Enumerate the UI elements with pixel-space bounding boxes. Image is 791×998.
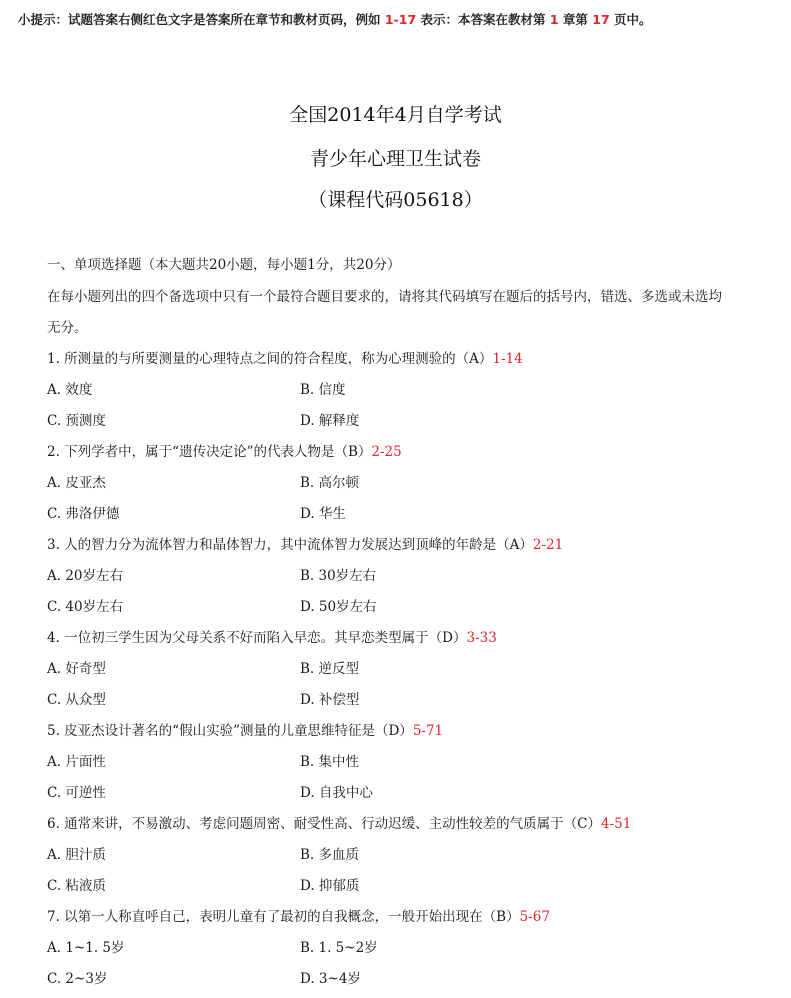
option-c: C. 2~3岁 [47, 971, 108, 987]
tip-mid2: 章第 [558, 12, 593, 27]
question-text: 5. 皮亚杰设计著名的“假山实验”测量的儿童思维特征是（D） [47, 723, 413, 739]
option-d: D. 50岁左右 [300, 599, 377, 615]
answer-tip [18, 10, 652, 28]
option-b: B. 信度 [300, 382, 346, 398]
tip-mid1: 表示：本答案在教材第 [416, 12, 550, 27]
tip-suffix: 页中。 [609, 12, 652, 27]
tip-example: 1-17 [384, 12, 417, 27]
option-d: D. 3~4岁 [300, 971, 361, 987]
answer-reference: 2-25 [371, 444, 402, 460]
tip-page: 17 [592, 12, 610, 27]
option-c: C. 粘液质 [47, 878, 106, 894]
question-text: 4. 一位初三学生因为父母关系不好而陷入早恋。其早恋类型属于（D） [47, 630, 467, 646]
question-stem [47, 533, 563, 553]
instruction-line-2: 无分。 [47, 320, 88, 336]
question-stem [47, 440, 402, 460]
question-stem [47, 812, 631, 832]
option-d: D. 解释度 [300, 413, 360, 429]
question-stem [47, 347, 523, 367]
answer-reference: 3-33 [466, 630, 497, 646]
option-a: A. 皮亚杰 [47, 475, 106, 491]
option-c: C. 预测度 [47, 413, 106, 429]
option-d: D. 华生 [300, 506, 346, 522]
option-d: D. 补偿型 [300, 692, 360, 708]
option-b: B. 30岁左右 [300, 568, 377, 584]
option-a: A. 效度 [47, 382, 93, 398]
option-a: A. 20岁左右 [47, 568, 124, 584]
answer-reference: 5-71 [412, 723, 444, 739]
option-b: B. 1. 5~2岁 [300, 940, 378, 956]
question-stem [47, 626, 497, 646]
tip-chapter: 1 [549, 12, 559, 27]
question-text: 1. 所测量的与所要测量的心理特点之间的符合程度，称为心理测验的（A） [47, 351, 493, 367]
course-code: （课程代码05618） [308, 189, 483, 211]
option-a: A. 胆汁质 [47, 847, 106, 863]
question-text: 2. 下列学者中，属于“遗传决定论”的代表人物是（B） [47, 444, 372, 460]
tip-prefix: 小提示：试题答案右侧红色文字是答案所在章节和教材页码，例如 [18, 12, 385, 27]
section-heading: 一、单项选择题（本大题共20小题，每小题1分，共20分） [47, 257, 401, 273]
answer-reference: 4-51 [601, 816, 632, 832]
option-a: A. 1~1. 5岁 [47, 940, 125, 956]
answer-reference: 2-21 [532, 537, 564, 553]
option-c: C. 弗洛伊德 [47, 506, 120, 522]
question-text: 3. 人的智力分为流体智力和晶体智力，其中流体智力发展达到顶峰的年龄是（A） [47, 537, 533, 553]
option-c: C. 40岁左右 [47, 599, 124, 615]
answer-reference: 5-67 [519, 909, 550, 925]
question-stem [47, 719, 443, 739]
answer-reference: 1-14 [492, 351, 523, 367]
exam-title: 全国2014年4月自学考试 [289, 104, 502, 126]
question-text: 6. 通常来讲，不易激动、考虑问题周密、耐受性高、行动迟缓、主动性较差的气质属于（C） [47, 816, 601, 832]
option-b: B. 多血质 [300, 847, 360, 863]
option-c: C. 可逆性 [47, 785, 106, 801]
exam-subtitle: 青少年心理卫生试卷 [309, 148, 481, 170]
option-a: A. 好奇型 [47, 661, 106, 677]
question-text: 7. 以第一人称直呼自己，表明儿童有了最初的自我概念，一般开始出现在（B） [47, 909, 520, 925]
option-a: A. 片面性 [47, 754, 106, 770]
instruction-line-1: 在每小题列出的四个备选项中只有一个最符合题目要求的，请将其代码填写在题后的括号内，错选、多选或未选均 [47, 289, 722, 305]
option-d: D. 抑郁质 [300, 878, 360, 894]
option-b: B. 逆反型 [300, 661, 360, 677]
option-b: B. 高尔顿 [300, 475, 360, 491]
option-b: B. 集中性 [300, 754, 360, 770]
option-d: D. 自我中心 [300, 785, 373, 801]
question-stem [47, 905, 550, 925]
option-c: C. 从众型 [47, 692, 106, 708]
